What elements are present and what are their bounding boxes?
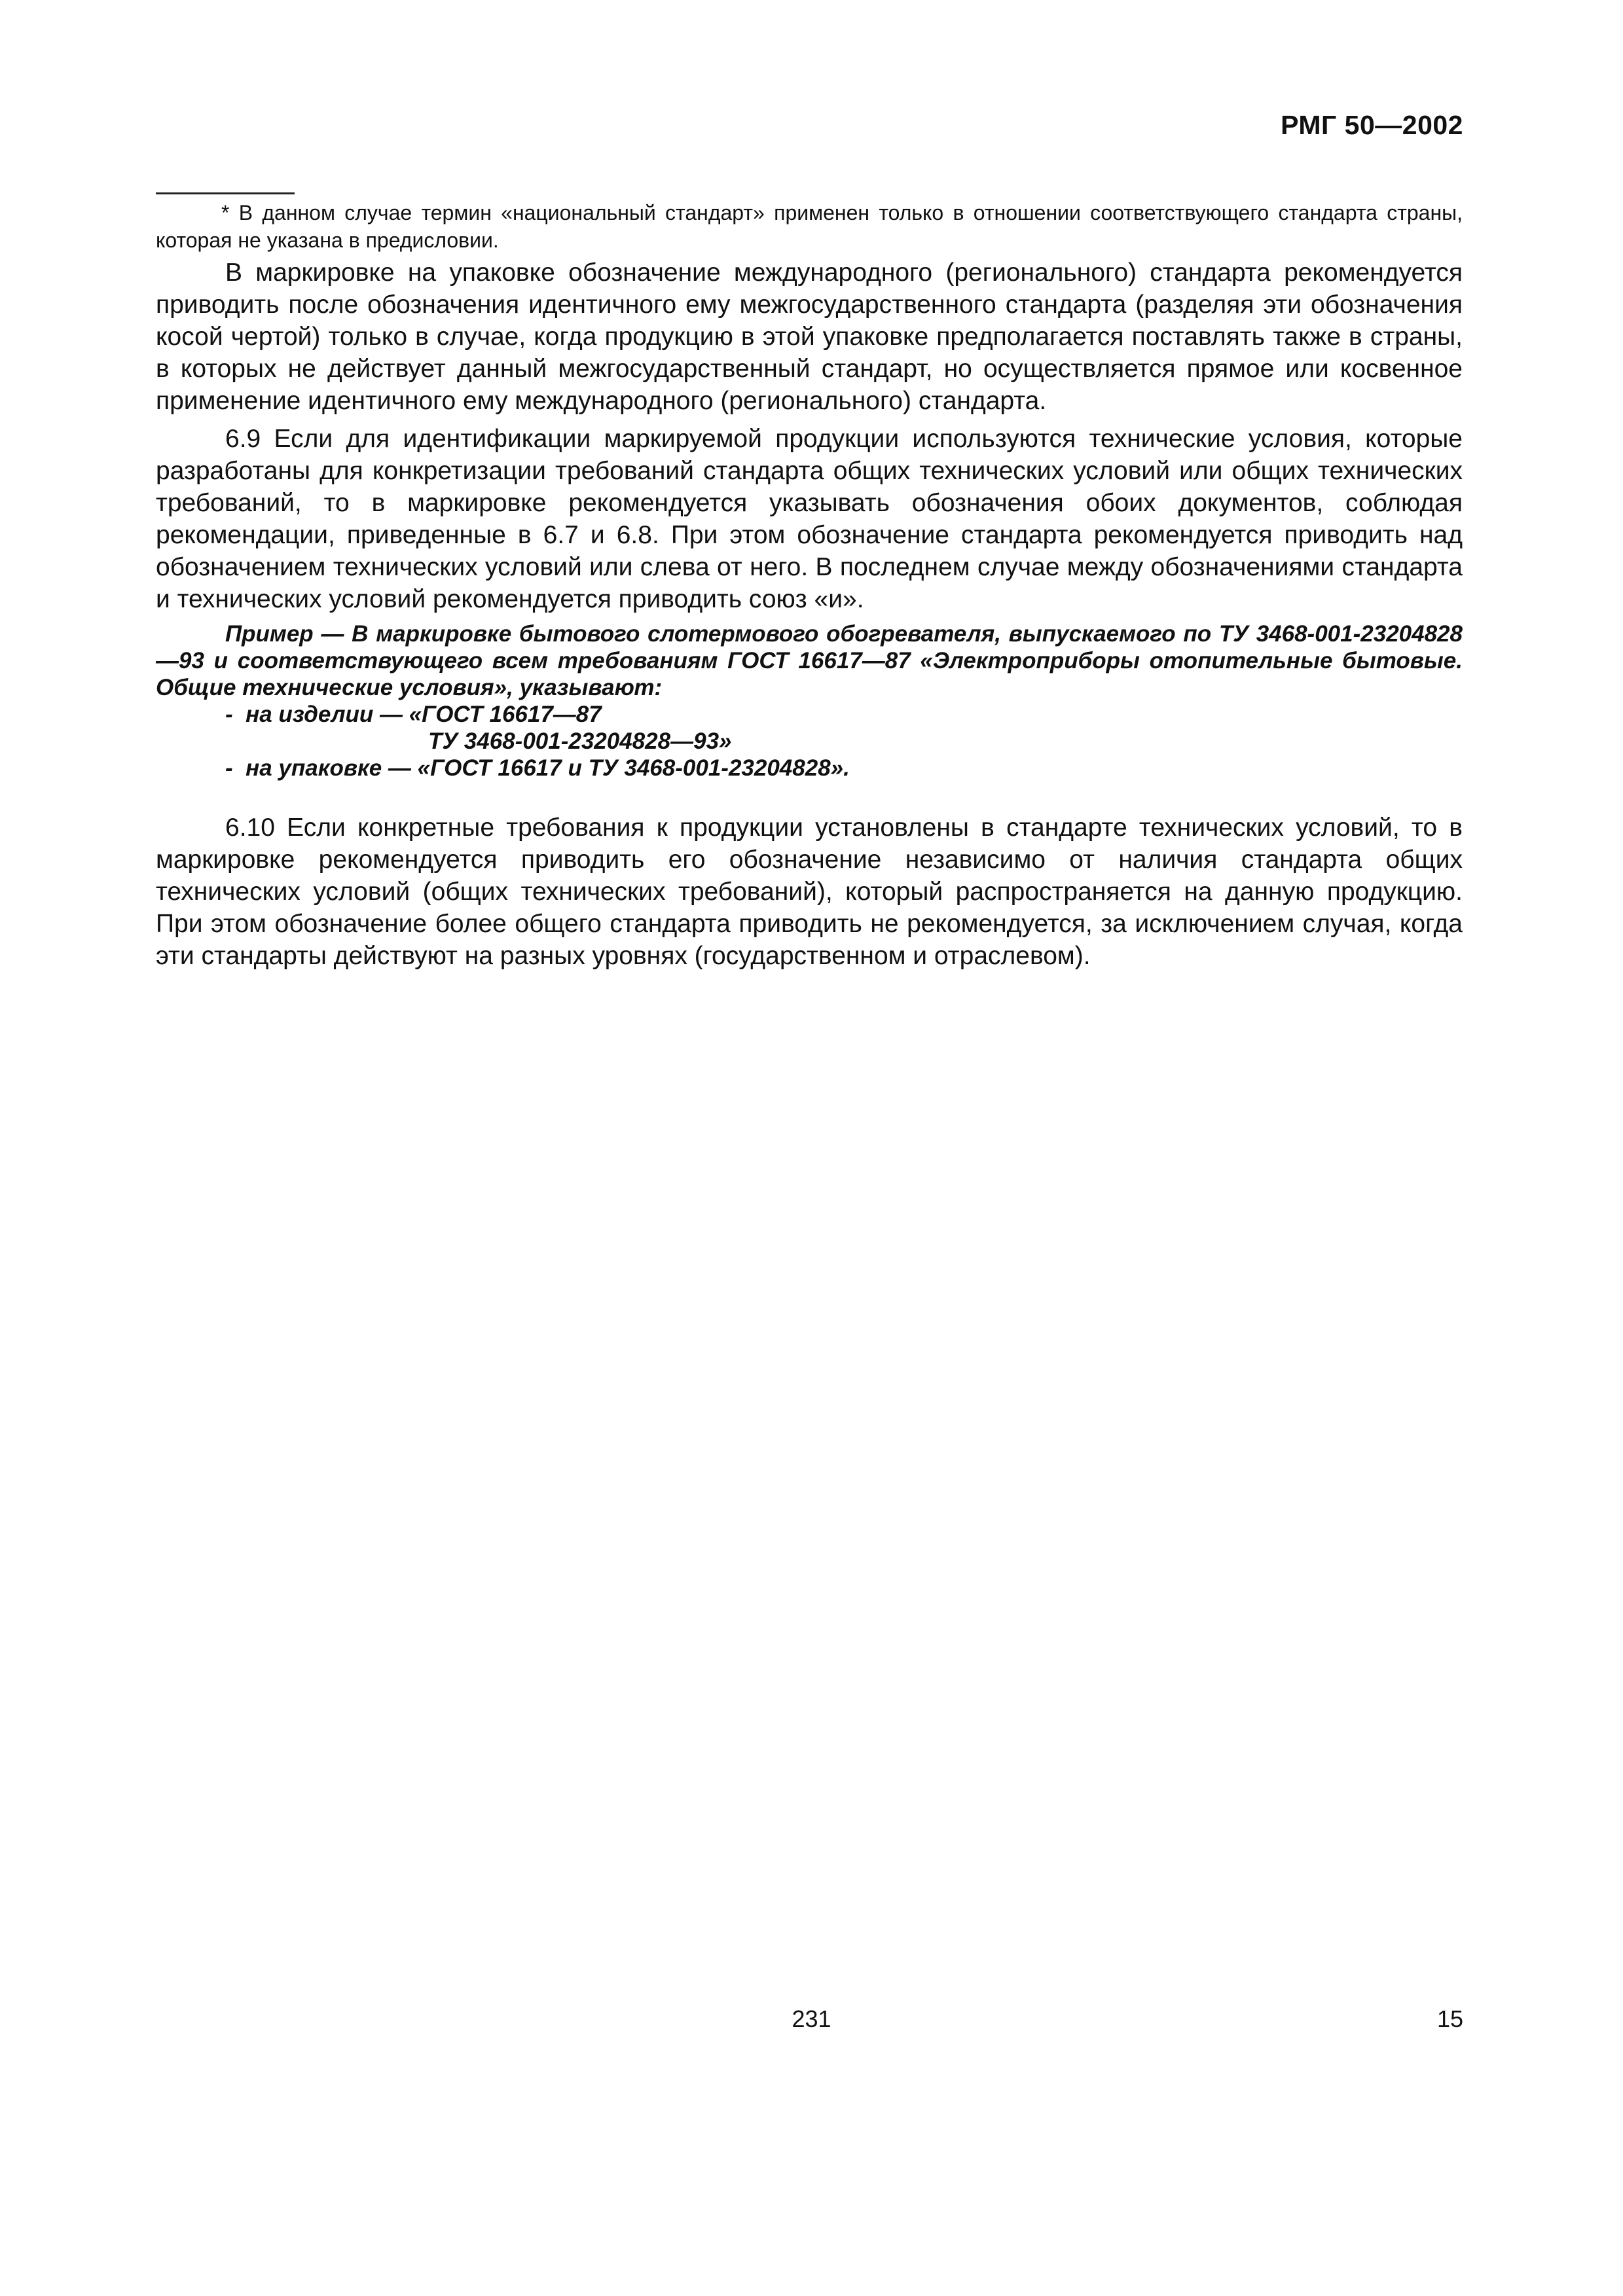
paragraph-6-9: 6.9 Если для идентификации маркируемой продукции используются технические условия, которые разработаны для конкретизации требований стандарта общих технических условий или общих технических требований, то в маркировке рекомендуется указывать обозначения обоих документов, соблюдая рекомендации, приведенные в 6.7 и 6.8. При этом обозначение стандарта рекомендуется приводить над обозначением технических условий или слева от него. В последнем случае между обозначениями стандарта и технических условий рекомендуется приводить союз «и». (156, 425, 1463, 613)
footnote: * В данном случае термин «национальный стандарт» применен только в отношении соответствующего стандарта страны, которая не указана в предисловии. (156, 201, 1463, 252)
example-lead: Пример — В маркировке бытового слотермового обогревателя, выпускаемого по ТУ 3468-001-23204828—93 и соответствующего всем требованиям ГОСТ 16617—87 «Электроприборы отопительные бытовые. Общие технические условия», указывают: (156, 621, 1463, 700)
body-text-bottom (156, 812, 1463, 978)
footer-page-number: 15 (1436, 2005, 1463, 2032)
paragraph-6-10: 6.10 Если конкретные требования к продукции установлены в стандарте технических условий, то в маркировке рекомендуется приводить его обозначение независимо от наличия стандарта общих технических условий (общих технических требований), который распространяется на данную продукцию. При этом обозначение более общего стандарта приводить не рекомендуется, за исключением случая, когда эти стандарты действуют на разных уровнях (государственном и отраслевом). (156, 814, 1463, 970)
footer-center-number: 231 (792, 2005, 831, 2032)
body-text-top (156, 257, 1463, 621)
example-item-product-continuation: ТУ 3468-001-23204828—93» (428, 728, 732, 754)
paragraph-packaging-marking: В маркировке на упаковке обозначение международного (регионального) стандарта рекомендуется приводить после обозначения идентичного ему межгосударственного стандарта (разделяя эти обозначения косой чертой) только в случае, когда продукцию в этой упаковке предполагается поставлять также в страны, в которых не действует данный межгосударственный стандарт, но осуществляется прямое или косвенное применение идентичного ему международного (регионального) стандарта. (156, 259, 1463, 415)
footnote-separator (156, 192, 295, 194)
document-code-header: РМГ 50—2002 (1281, 110, 1463, 140)
example-item-product: - на изделии — «ГОСТ 16617—87 (225, 702, 602, 727)
example-block (156, 620, 1463, 781)
example-item-packaging: - на упаковке — «ГОСТ 16617 и ТУ 3468-001-23204828». (225, 755, 850, 781)
